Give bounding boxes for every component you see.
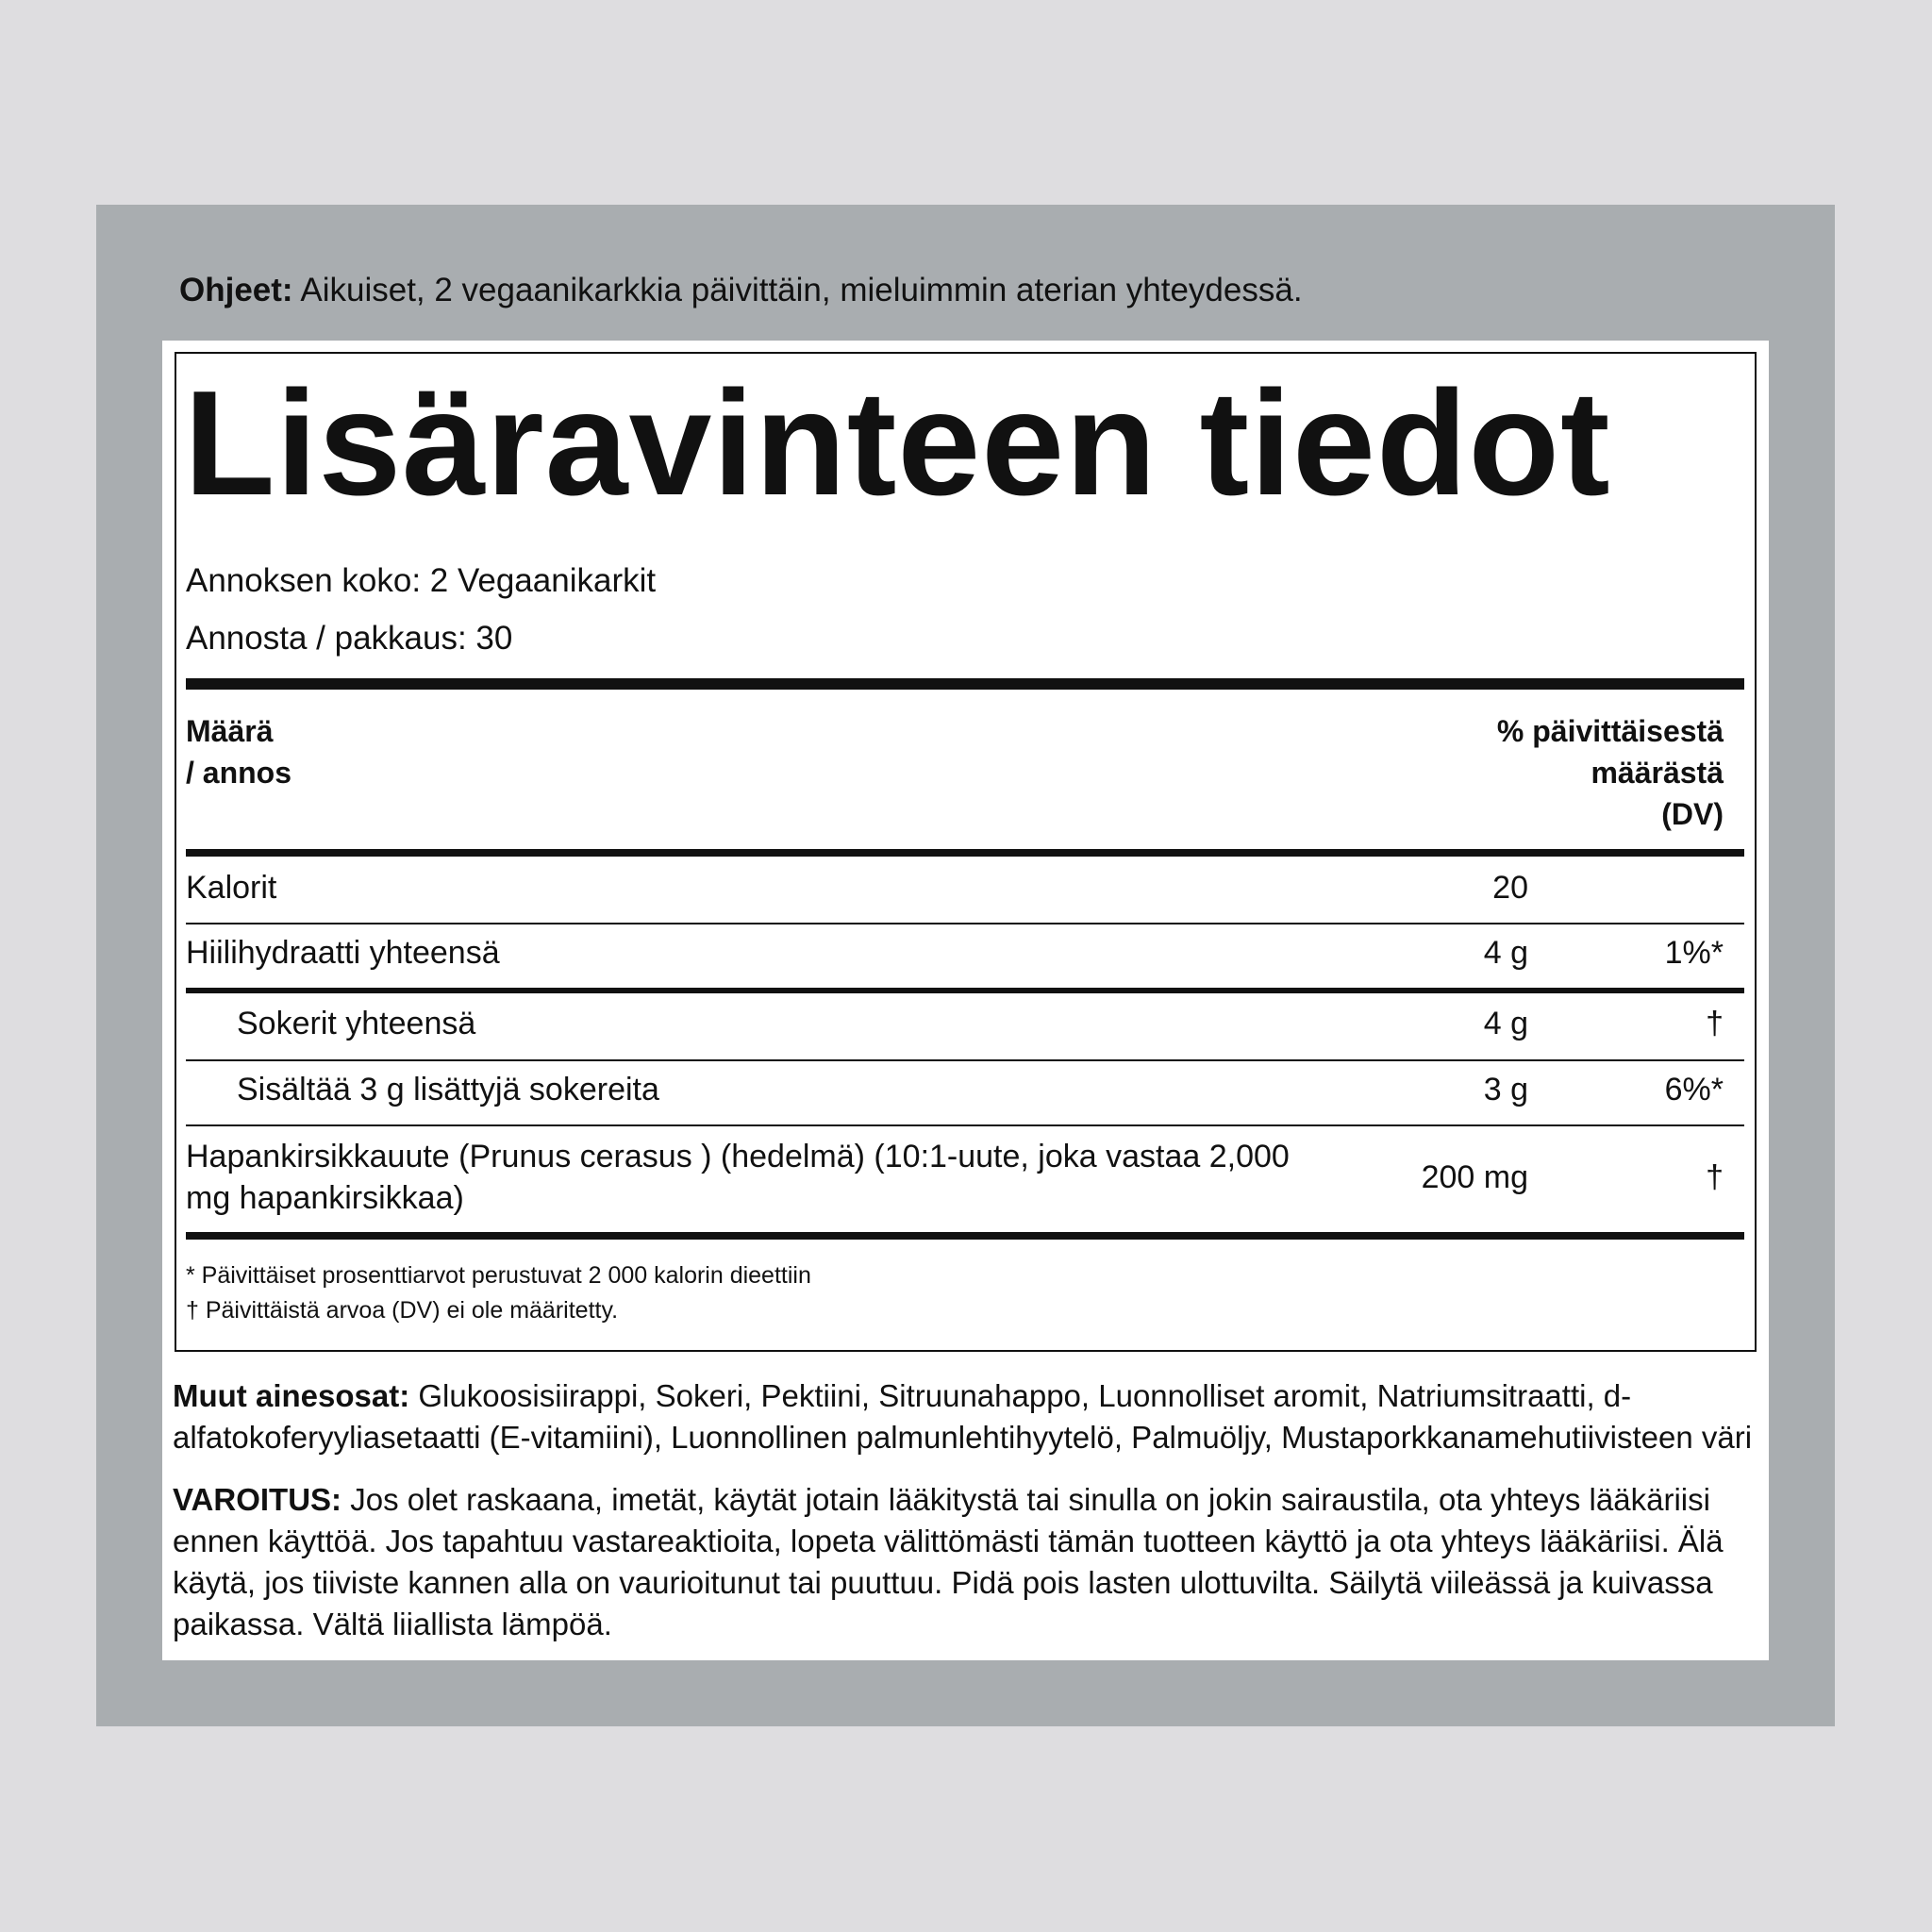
row-amount-carbohydrate: 4 g xyxy=(1483,935,1528,971)
medium-divider xyxy=(186,849,1744,857)
header-dv-line2: määrästä xyxy=(1591,756,1724,790)
row-divider xyxy=(186,1124,1744,1126)
directions xyxy=(179,268,1303,313)
row-amount-sugars: 4 g xyxy=(1483,1006,1528,1041)
row-amount-tart-cherry: 200 mg xyxy=(1421,1159,1528,1195)
warning-text: Jos olet raskaana, imetät, käytät jotain lääkitystä tai sinulla on jokin sairaustila, ota yhteys lääkäriisi ennen käyttöä. Jos tapahtuu vastareaktioita, lopeta välittömästi tämän tuotteen käyttö ja ota yhteys lääkäriisi. Älä käytä, jos tiiviste kannen alla on vaurioitunut tai puuttuu. Pidä pois lasten ulottuvilta. Säilytä viileässä ja kuivassa paikassa. Vältä liiallista lämpöä. xyxy=(173,1482,1724,1641)
row-dv-added-sugars: 6%* xyxy=(1664,1072,1724,1108)
warning-label: VAROITUS: xyxy=(173,1482,342,1517)
facts-title: Lisäravinteen tiedot xyxy=(184,360,1611,526)
row-dv-carbohydrate: 1%* xyxy=(1664,935,1724,971)
row-divider xyxy=(186,1059,1744,1061)
row-label-sugars: Sokerit yhteensä xyxy=(237,1006,476,1041)
row-label-carbohydrate: Hiilihydraatti yhteensä xyxy=(186,935,500,971)
footnote-dv-not-established: † Päivittäistä arvoa (DV) ei ole määritetty. xyxy=(186,1297,619,1324)
header-dv-line3: (DV) xyxy=(1661,797,1724,831)
directions-text: Aikuiset, 2 vegaanikarkkia päivittäin, mieluimmin aterian yhteydessä. xyxy=(292,272,1303,308)
header-amount-line1: Määrä xyxy=(186,714,274,748)
other-ingredients-text: Glukoosisiirappi, Sokeri, Pektiini, Sitruunahappo, Luonnolliset aromit, Natriumsitraatti, d-alfatokoferyyliasetaatti (E-vitamiini), Luonnollinen palmunlehtihyytelö, Palmuöljy, Mustaporkkanamehutiivisteen väri xyxy=(173,1378,1753,1455)
row-dv-tart-cherry: † xyxy=(1706,1159,1724,1195)
serving-size: Annoksen koko: 2 Vegaanikarkit xyxy=(186,562,657,599)
warning xyxy=(173,1479,1757,1645)
thick-divider xyxy=(186,678,1744,690)
header-dv-line1: % päivittäisestä xyxy=(1496,714,1724,748)
row-label-tart-cherry-line2: mg hapankirsikkaa) xyxy=(186,1180,464,1216)
row-amount-calories: 20 xyxy=(1492,870,1528,906)
row-label-added-sugars: Sisältää 3 g lisättyjä sokereita xyxy=(237,1072,659,1108)
row-amount-added-sugars: 3 g xyxy=(1483,1072,1528,1108)
row-label-tart-cherry-line1: Hapankirsikkauute (Prunus cerasus ) (hedelmä) (10:1-uute, joka vastaa 2,000 xyxy=(186,1139,1290,1174)
row-divider xyxy=(186,988,1744,993)
row-dv-sugars: † xyxy=(1706,1006,1724,1041)
header-amount-line2: / annos xyxy=(186,756,292,790)
row-label-calories: Kalorit xyxy=(186,870,277,906)
row-divider xyxy=(186,923,1744,924)
other-ingredients xyxy=(173,1375,1757,1458)
footnote-dv-basis: * Päivittäiset prosenttiarvot perustuvat 2 000 kalorin dieettiin xyxy=(186,1262,811,1289)
directions-label: Ohjeet: xyxy=(179,272,293,308)
bottom-divider xyxy=(186,1232,1744,1240)
other-ingredients-label: Muut ainesosat: xyxy=(173,1378,410,1413)
servings-per-container: Annosta / pakkaus: 30 xyxy=(186,620,513,657)
